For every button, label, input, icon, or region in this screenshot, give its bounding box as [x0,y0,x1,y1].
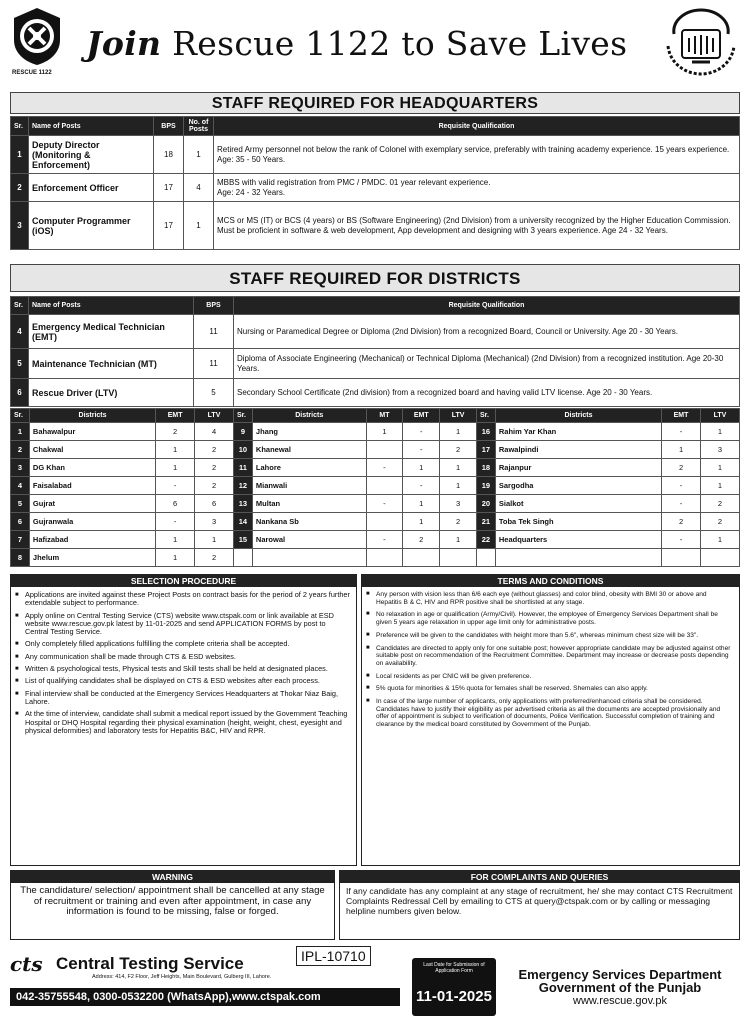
hq-banner: STAFF REQUIRED FOR HEADQUARTERS [10,92,740,114]
complaints-text: If any candidate has any complaint at any stage of recruitment, he/ she may contact CTS Recruitment Complaints Redressal Cell by emailing to CTS at query@ctspak.com or by calling or messaging helpline numbers given below. [346,886,733,916]
age-text: Age: 35 - 50 Years. [217,154,286,164]
warning-text: The candidature/ selection/ appointment shall be cancelled at any stage of recruitment or training and even after appointment, in case any information is found to be missing, false or forged. [20,885,325,918]
col-header: Requisite Qualification [214,117,740,136]
ltv-cell: 3 [195,513,234,531]
selection-title: SELECTION PROCEDURE [11,575,356,587]
qual-cell [214,136,740,174]
district-name: Mianwali [252,477,366,495]
list-item: ■ At the time of interview, candidate shall submit a medical report issued by the Government Teaching Hospital or DHQ Hospital regarding their physical examination (height, weight, chest, eyesight and physical deformities) and laboratory tests for Hepatitis B&C, HIV and RPR. [25,710,350,735]
post-name: Deputy Director (Monitoring & Enforcement) [29,136,154,174]
district-name: Lahore [252,459,366,477]
emt-cell: 1 [156,459,195,477]
sr-cell: 1 [11,136,29,174]
ltv-cell: 2 [440,513,477,531]
district-name: Nankana Sb [252,513,366,531]
list-item: ■ Only completely filled applications fulfilling the complete criteria shall be accepted. [25,640,350,648]
post-name: Rescue Driver (LTV) [29,379,194,407]
emt-cell: - [403,423,440,441]
ltv-cell: 3 [701,441,740,459]
sr-cell: 3 [11,459,30,477]
districts-banner: STAFF REQUIRED FOR DISTRICTS [10,264,740,292]
sr-cell: 17 [476,441,495,459]
complaints-box [339,870,740,940]
sr-cell: 11 [233,459,252,477]
district-name: Rajanpur [495,459,661,477]
district-name: Sargodha [495,477,661,495]
mt-cell: - [366,531,403,549]
district-name: Hafizabad [29,531,155,549]
sr-cell: 10 [233,441,252,459]
ltv-cell: 2 [195,477,234,495]
ltv-cell: 1 [440,423,477,441]
ltv-cell: 2 [195,441,234,459]
logo-caption: RESCUE 1122 [12,70,52,76]
list-item: ■ List of qualifying candidates shall be displayed on CTS & ESD websites after each process. [25,677,350,685]
sr-cell: 13 [233,495,252,513]
emt-cell: 1 [403,513,440,531]
mt-cell: - [366,459,403,477]
punjab-government-seal-icon [662,6,740,78]
district-name: Chakwal [29,441,155,459]
sr-cell: 5 [11,349,29,379]
sr-cell: 18 [476,459,495,477]
empty-cell [701,549,740,567]
qual-cell: Secondary School Certificate (2nd division) from a recognized board and having valid LTV license. Age 20 - 30 Years. [234,379,740,407]
department-block [500,968,740,1008]
list-item: ■ Written & psychological tests, Physical tests and Skill tests shall be held at designated places. [25,665,350,673]
emt-cell: 1 [156,441,195,459]
empty-cell [495,549,661,567]
sr-cell: 6 [11,379,29,407]
sr-cell: 16 [476,423,495,441]
district-name: Multan [252,495,366,513]
col-header: Districts [495,409,661,423]
mt-cell [366,513,403,531]
ltv-cell: 6 [195,495,234,513]
table-row [11,477,740,495]
emt-cell: - [156,513,195,531]
emt-cell: 2 [403,531,440,549]
col-header: MT [366,409,403,423]
district-name: Bahawalpur [29,423,155,441]
sr-cell: 12 [233,477,252,495]
col-header: LTV [195,409,234,423]
mt-cell: 1 [366,423,403,441]
emt-cell: 2 [156,423,195,441]
table-row [11,459,740,477]
qual-cell: Diploma of Associate Engineering (Mechanical) or Technical Diploma (Mechanical) (2nd Division) from a recognized institution. Age 20-30 Years. [234,349,740,379]
empty-cell [233,549,252,567]
sr-cell: 19 [476,477,495,495]
ltv-cell: 1 [195,531,234,549]
empty-cell [366,549,403,567]
sr-cell: 22 [476,531,495,549]
mt-cell: - [366,495,403,513]
col-header: EMT [156,409,195,423]
emt-cell: - [403,477,440,495]
col-header: Districts [29,409,155,423]
table-row [11,202,740,250]
list-item: ■ Final interview shall be conducted at the Emergency Services Headquarters at Thokar Niaz Baig, Lahore. [25,690,350,707]
qual-text: Retired Army personnel not below the rank of Colonel with exemplary service, preferably with training academy experience. 15 years experience. [217,145,730,154]
district-name: Gujranwala [29,513,155,531]
post-name: Emergency Medical Technician (EMT) [29,315,194,349]
table-row [11,531,740,549]
col-header: EMT [662,409,701,423]
bps-cell: 11 [194,349,234,379]
district-name: Rawalpindi [495,441,661,459]
col-header: Districts [252,409,366,423]
last-date: 11-01-2025 [416,988,492,1005]
table-row [11,349,740,379]
ltv-cell: 4 [195,423,234,441]
col-header: Sr. [11,117,29,136]
district-name: Headquarters [495,531,661,549]
ltv-cell: 1 [701,423,740,441]
qual-cell [214,174,740,202]
bps-cell: 18 [154,136,184,174]
list-item: ■ Any communication shall be made through CTS & ESD websites. [25,653,350,661]
list-item: ■ Applications are invited against these Project Posts on contract basis for the period of 2 years further extendable subject to performance. [25,591,350,608]
district-name: DG Khan [29,459,155,477]
emt-cell: - [662,423,701,441]
table-row [11,379,740,407]
sr-cell: 1 [11,423,30,441]
col-header: BPS [154,117,184,136]
district-name: Khanewal [252,441,366,459]
empty-cell [476,549,495,567]
districts-table [10,296,740,407]
sr-cell: 2 [11,441,30,459]
ltv-cell: 2 [195,549,234,567]
empty-cell [662,549,701,567]
emt-cell: 1 [403,459,440,477]
table-row [11,423,740,441]
sr-cell: 6 [11,513,30,531]
emt-cell: 1 [156,549,195,567]
age-text: Age: 24 - 32 Years. [217,187,286,197]
emt-cell: 2 [662,459,701,477]
sr-cell: 4 [11,477,30,495]
rescue-1122-logo-icon [10,6,64,66]
empty-cell [403,549,440,567]
terms-list [362,591,739,729]
ltv-cell: 2 [195,459,234,477]
posts-cell: 4 [184,174,214,202]
ltv-cell: 1 [701,459,740,477]
mt-cell [366,441,403,459]
sr-cell: 8 [11,549,30,567]
last-date-label: Last Date for Submission of Application Form [423,962,485,974]
cts-logo: cts [10,952,43,976]
page-title [86,24,627,63]
list-item: ■ Local residents as per CNIC will be given preference. [376,673,733,681]
ltv-cell: 1 [440,477,477,495]
terms-title: TERMS AND CONDITIONS [362,575,739,587]
sr-cell: 14 [233,513,252,531]
table-row [11,495,740,513]
department-name: Emergency Services Department [518,967,722,982]
footer [0,944,750,1019]
sr-cell: 2 [11,174,29,202]
col-header: Sr. [11,297,29,315]
posts-cell: 1 [184,136,214,174]
emt-cell: - [662,477,701,495]
emt-cell: - [662,531,701,549]
col-header: Requisite Qualification [234,297,740,315]
list-item: ■ Any person with vision less than 6/6 each eye (without glasses) and color blind, obesity with BMI 30 or above and Hepatitis B & C, HIV and RPR positive shall be shortlisted at any stage. [376,591,733,606]
website: www.rescue.gov.pk [573,995,667,1007]
ltv-cell: 1 [701,477,740,495]
district-name: Faisalabad [29,477,155,495]
sr-cell: 4 [11,315,29,349]
sr-cell: 7 [11,531,30,549]
empty-cell [252,549,366,567]
list-item: ■ No relaxation in age or qualification (Army/Civil). However, the employee of Emergency Services Department shall be given 5 years age relaxation in upper age limit only for administrative posts. [376,611,733,626]
emt-cell: 2 [662,513,701,531]
complaints-title: FOR COMPLAINTS AND QUERIES [340,871,739,883]
emt-cell: 1 [156,531,195,549]
posts-cell: 1 [184,202,214,250]
table-row [11,136,740,174]
col-header: No. of Posts [184,117,214,136]
col-header: BPS [194,297,234,315]
hq-table [10,116,740,250]
col-header: Name of Posts [29,297,194,315]
ltv-cell: 1 [440,459,477,477]
ipl-number: IPL-10710 [296,946,371,966]
terms-box [361,574,740,866]
table-row [11,315,740,349]
list-item: ■ In case of the large number of applicants, only applications with preferred/enhanced criteria shall be considered. Candidates have to justify their eligibility as per advertised criteria as all the documents are accepted provisionally and offer of appointment is subject to verification of documents, Police Verification. Successful completion of training and clearance by the medical board constituted by Government of the Punjab. [376,698,733,729]
district-name: Rahim Yar Khan [495,423,661,441]
col-header: LTV [440,409,477,423]
district-distribution-table [10,408,740,567]
selection-procedure-box [10,574,357,866]
col-header: Name of Posts [29,117,154,136]
last-date-box [412,958,496,1016]
table-row [11,513,740,531]
title-join: Join [86,24,162,63]
warning-title: WARNING [11,871,334,883]
sr-cell: 21 [476,513,495,531]
col-header: Sr. [233,409,252,423]
sr-cell: 15 [233,531,252,549]
ltv-cell: 3 [440,495,477,513]
qual-cell: MCS or MS (IT) or BCS (4 years) or BS (Software Engineering) (2nd Division) from a university recognized by the Higher Education Commission. Must be proficient in software & web development, App development and designing with 3 years experience. Age 24 - 32 Years. [214,202,740,250]
post-name: Enforcement Officer [29,174,154,202]
col-header: Sr. [11,409,30,423]
col-header: Sr. [476,409,495,423]
ltv-cell: 1 [440,531,477,549]
district-name: Gujrat [29,495,155,513]
header [0,0,750,86]
list-item: ■ 5% quota for minorities & 15% quota for females shall be reserved. Shemales can also apply. [376,685,733,693]
table-row [11,549,740,567]
list-item: ■ Apply online on Central Testing Service (CTS) website www.ctspak.com or link available at ESD website www.rescue.gov.pk latest by 11-01-2025 and send APPLICATION FORMS by post to Central Testing Service. [25,612,350,637]
emt-cell: - [662,495,701,513]
sr-cell: 3 [11,202,29,250]
emt-cell: 6 [156,495,195,513]
emt-cell: 1 [403,495,440,513]
table-row [11,174,740,202]
list-item: ■ Preference will be given to the candidates with height more than 5.6", whereas minimum chest size will be 33". [376,632,733,640]
sr-cell: 5 [11,495,30,513]
cts-name: Central Testing Service [56,954,244,973]
col-header: EMT [403,409,440,423]
ltv-cell: 1 [701,531,740,549]
district-name: Jhelum [29,549,155,567]
district-name: Toba Tek Singh [495,513,661,531]
emt-cell: 1 [662,441,701,459]
district-name: Jhang [252,423,366,441]
post-name: Computer Programmer (iOS) [29,202,154,250]
bps-cell: 17 [154,174,184,202]
government-name: Government of the Punjab [538,980,702,995]
selection-list [11,591,356,735]
bps-cell: 11 [194,315,234,349]
qual-text: MBBS with valid registration from PMC / PMDC. 01 year relevant experience. [217,178,491,187]
mt-cell [366,477,403,495]
district-name: Sialkot [495,495,661,513]
post-name: Maintenance Technician (MT) [29,349,194,379]
sr-cell: 20 [476,495,495,513]
ltv-cell: 2 [440,441,477,459]
district-name: Narowal [252,531,366,549]
warning-box [10,870,335,940]
emt-cell: - [403,441,440,459]
empty-cell [440,549,477,567]
qual-cell: Nursing or Paramedical Degree or Diploma (2nd Division) from a recognized Board, Council or University. Age 20 - 30 Years. [234,315,740,349]
cts-phones: 042-35755548, 0300-0532200 (WhatsApp),www.ctspak.com [10,988,400,1006]
table-row [11,441,740,459]
cts-address: Address: 414, F2 Floor, Jeff Heights, Main Boulevard, Gulberg III, Lahore. [92,974,272,980]
col-header: LTV [701,409,740,423]
title-rest: Rescue 1122 to Save Lives [172,24,628,63]
ltv-cell: 2 [701,495,740,513]
bps-cell: 5 [194,379,234,407]
emt-cell: - [156,477,195,495]
bps-cell: 17 [154,202,184,250]
ltv-cell: 2 [701,513,740,531]
sr-cell: 9 [233,423,252,441]
list-item: ■ Candidates are directed to apply only for one suitable post; however appropriate candidate may be adjusted against other suitable post on recommendation of the Recruitment Committee. Department may increase or decrease posts depending on availability. [376,645,733,668]
